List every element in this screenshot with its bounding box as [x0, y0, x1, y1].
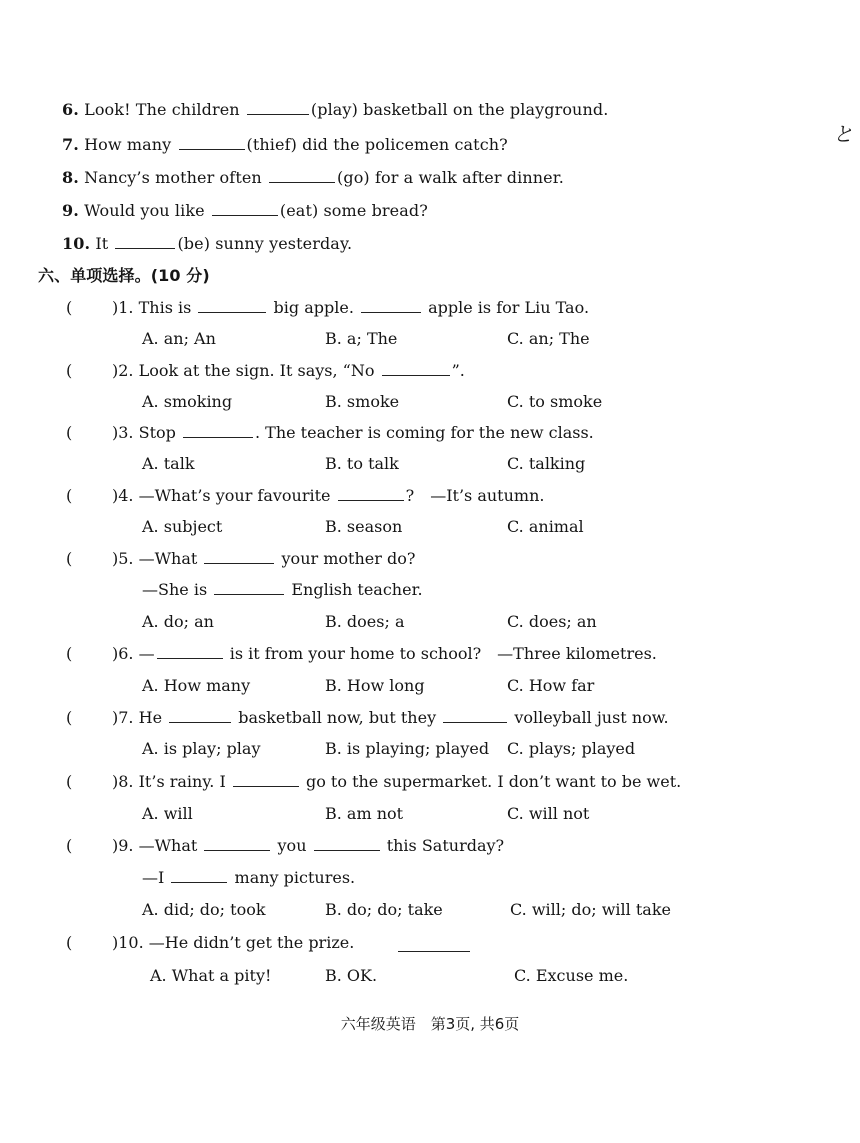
option-b: B. a; The: [325, 329, 398, 348]
answer-blank[interactable]: [214, 580, 284, 595]
question-number: )8.: [112, 772, 134, 791]
answer-blank[interactable]: [212, 201, 278, 216]
stem-text: This is: [138, 298, 192, 317]
option-c: C. an; The: [507, 329, 590, 348]
option-a: A. is play; play: [142, 739, 261, 758]
stem-text: Look at the sign. It says, “No: [138, 361, 375, 380]
stem-text: —What: [138, 836, 198, 855]
answer-blank[interactable]: [314, 836, 380, 851]
answer-blank[interactable]: [204, 549, 274, 564]
item-hint: (be) sunny yesterday.: [177, 234, 353, 253]
option-c: C. Excuse me.: [514, 966, 629, 985]
answer-blank[interactable]: [169, 708, 231, 723]
question-2: [112, 361, 465, 381]
question-number: )2.: [112, 361, 134, 380]
question-7: [112, 708, 669, 728]
answer-paren[interactable]: (: [66, 708, 73, 727]
answer-blank[interactable]: [382, 361, 450, 376]
stem-text: It’s rainy. I: [138, 772, 226, 791]
question-number: )5.: [112, 549, 134, 568]
option-a: A. talk: [142, 454, 195, 473]
answer-paren[interactable]: (: [66, 836, 73, 855]
margin-mark: と: [833, 122, 853, 146]
option-c: C. will not: [507, 804, 590, 823]
question-number: )10.: [112, 933, 144, 952]
item-text: Nancy’s mother often: [84, 168, 262, 187]
stem-text: is it from your home to school? —Three kilometres.: [229, 644, 657, 663]
stem-text: basketball now, but they: [238, 708, 437, 727]
stem-text: go to the supermarket. I don’t want to be wet.: [305, 772, 682, 791]
option-b: B. smoke: [325, 392, 400, 411]
question-10: [112, 933, 354, 953]
stem-text: this Saturday?: [386, 836, 505, 855]
option-c: C. does; an: [507, 612, 597, 631]
answer-blank[interactable]: [247, 100, 309, 115]
item-text: Would you like: [84, 201, 205, 220]
answer-paren[interactable]: (: [66, 549, 73, 568]
answer-paren[interactable]: (: [66, 361, 73, 380]
question-1: [112, 298, 589, 318]
answer-blank[interactable]: [338, 486, 404, 501]
option-a: A. will: [142, 804, 193, 823]
option-a: A. do; an: [142, 612, 214, 631]
question-5: [112, 549, 415, 569]
stem-text: volleyball just now.: [514, 708, 669, 727]
question-9: [112, 836, 504, 856]
answer-paren[interactable]: (: [66, 772, 73, 791]
item-number: 6.: [62, 100, 79, 119]
option-c: C. How far: [507, 676, 595, 695]
answer-blank[interactable]: [233, 772, 299, 787]
option-c: C. talking: [507, 454, 586, 473]
question-number: )4.: [112, 486, 134, 505]
question-number: )9.: [112, 836, 134, 855]
answer-blank[interactable]: [269, 168, 335, 183]
option-c: C. to smoke: [507, 392, 603, 411]
item-number: 7.: [62, 135, 79, 154]
answer-blank[interactable]: [361, 298, 421, 313]
answer-paren[interactable]: (: [66, 644, 73, 663]
option-b: B. How long: [325, 676, 425, 695]
option-b: B. do; do; take: [325, 900, 443, 919]
fill-item-9: [62, 201, 428, 221]
item-number: 8.: [62, 168, 79, 187]
stem-text: He: [138, 708, 163, 727]
option-a: A. subject: [142, 517, 223, 536]
item-text: Look! The children: [84, 100, 240, 119]
stem-text: apple is for Liu Tao.: [428, 298, 590, 317]
item-text: How many: [84, 135, 172, 154]
stem-text: ”.: [451, 361, 465, 380]
item-hint: (go) for a walk after dinner.: [337, 168, 564, 187]
fill-item-8: [62, 168, 564, 188]
option-a: A. How many: [142, 676, 251, 695]
option-a: A. smoking: [142, 392, 233, 411]
question-number: )3.: [112, 423, 134, 442]
option-c: C. will; do; will take: [510, 900, 671, 919]
stem-text: ? —It’s autumn.: [405, 486, 545, 505]
option-a: A. did; do; took: [142, 900, 266, 919]
stem-text: —I: [142, 868, 165, 887]
fill-item-7: [62, 135, 508, 155]
question-6: [112, 644, 657, 664]
answer-blank[interactable]: [157, 644, 223, 659]
answer-blank[interactable]: [179, 135, 245, 150]
option-b: B. is playing; played: [325, 739, 490, 758]
question-9-reply: [142, 868, 355, 888]
question-8: [112, 772, 681, 792]
answer-paren[interactable]: (: [66, 486, 73, 505]
option-b: B. am not: [325, 804, 404, 823]
stem-text: —: [138, 644, 155, 663]
answer-blank[interactable]: [171, 868, 227, 883]
answer-paren[interactable]: (: [66, 423, 73, 442]
question-number: )6.: [112, 644, 134, 663]
question-number: )1.: [112, 298, 134, 317]
item-hint: (play) basketball on the playground.: [310, 100, 609, 119]
item-hint: (thief) did the policemen catch?: [246, 135, 508, 154]
stem-text: you: [277, 836, 307, 855]
option-a: A. an; An: [142, 329, 216, 348]
fill-item-6: [62, 100, 608, 120]
stem-text: your mother do?: [281, 549, 416, 568]
section-title: 六、单项选择。(10 分): [38, 266, 210, 285]
answer-blank[interactable]: [198, 298, 266, 313]
question-3: [112, 423, 594, 443]
question-4: [112, 486, 544, 506]
option-b: B. to talk: [325, 454, 399, 473]
option-a: A. What a pity!: [150, 966, 272, 985]
option-b: B. season: [325, 517, 403, 536]
answer-blank[interactable]: [443, 708, 507, 723]
page-footer: 六年级英语 第3页, 共6页: [340, 1015, 520, 1033]
stem-text: —She is: [142, 580, 208, 599]
option-c: C. plays; played: [507, 739, 636, 758]
item-number: 9.: [62, 201, 79, 220]
item-text: It: [95, 234, 109, 253]
item-number: 10.: [62, 234, 91, 253]
answer-blank[interactable]: [204, 836, 270, 851]
item-hint: (eat) some bread?: [279, 201, 428, 220]
question-5-reply: [142, 580, 423, 600]
stem-text: —What: [138, 549, 198, 568]
stem-text: Stop: [138, 423, 176, 442]
stem-text: —He didn’t get the prize.: [148, 933, 355, 952]
stem-text: English teacher.: [291, 580, 423, 599]
answer-blank[interactable]: [398, 937, 470, 952]
answer-blank[interactable]: [115, 234, 175, 249]
stem-text: . The teacher is coming for the new class.: [254, 423, 594, 442]
stem-text: big apple.: [273, 298, 354, 317]
stem-text: —What’s your favourite: [138, 486, 331, 505]
stem-text: many pictures.: [234, 868, 356, 887]
question-number: )7.: [112, 708, 134, 727]
fill-item-10: [62, 234, 352, 254]
answer-paren[interactable]: (: [66, 298, 73, 317]
answer-blank[interactable]: [183, 423, 253, 438]
answer-paren[interactable]: (: [66, 933, 73, 952]
option-b: B. does; a: [325, 612, 405, 631]
option-b: B. OK.: [325, 966, 378, 985]
option-c: C. animal: [507, 517, 584, 536]
